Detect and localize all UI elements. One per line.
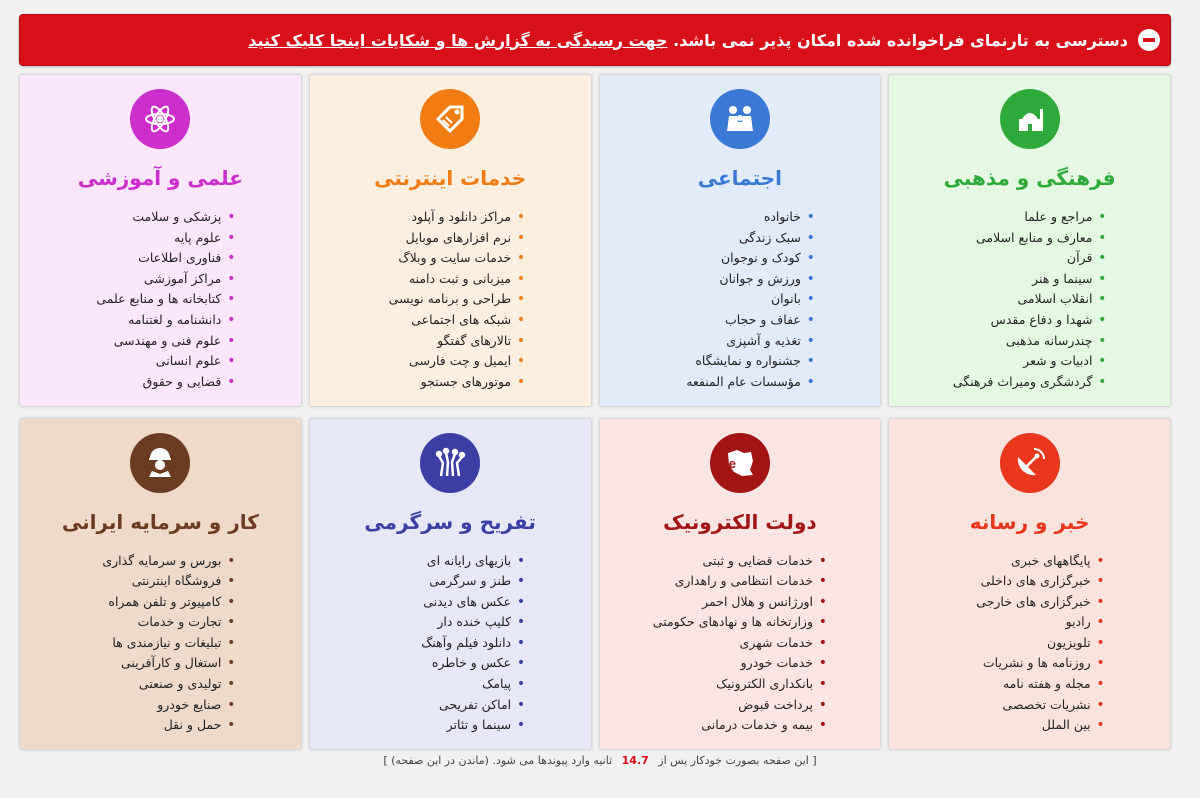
category-link[interactable]: • سبک زندگی [665,228,815,249]
category-link[interactable]: • روزنامه ها و نشریات [955,653,1105,674]
category-link[interactable]: • خبرگزاری های داخلی [955,571,1105,592]
category-link[interactable]: • کامپیوتر و تلفن همراه [85,592,235,613]
category-link[interactable]: • قضایی و حقوق [85,372,235,393]
category-link[interactable]: • صنایع خودرو [85,695,235,716]
category-link[interactable]: • نرم افزارهای موبایل [375,228,525,249]
category-link[interactable]: • اماکن تفریحی [375,695,525,716]
category-link-list [653,551,827,736]
banner-text: دسترسی به تارنمای فراخوانده شده امکان پذیر نمی باشد. [673,30,1128,50]
category-link-list [375,207,525,392]
category-title[interactable]: دولت الکترونیک [663,509,817,534]
category-grid [19,74,1171,750]
category-link[interactable]: • مؤسسات عام المنفعه [665,372,815,393]
category-link[interactable]: • نشریات تخصصی [955,695,1105,716]
banner-message [248,31,1128,50]
category-link[interactable]: • کتابخانه ها و منابع علمی [85,289,235,310]
category-link[interactable]: • تبلیغات و نیازمندی ها [85,633,235,654]
tag-icon[interactable] [420,89,480,149]
category-link[interactable]: • عکس های دیدنی [375,592,525,613]
category-link[interactable]: • اورژانس و هلال احمر [653,592,827,613]
category-link-list [85,551,235,736]
category-link[interactable]: • علوم انسانی [85,351,235,372]
category-link[interactable]: • فروشگاه اینترنتی [85,571,235,592]
category-link[interactable]: • پرداخت قبوض [653,695,827,716]
category-link[interactable]: • انقلاب اسلامی [953,289,1107,310]
category-card [309,74,592,407]
iran-map-icon[interactable] [710,433,770,493]
category-link[interactable]: • خدمات خودرو [653,653,827,674]
category-link[interactable]: • شهدا و دفاع مقدس [953,310,1107,331]
category-link[interactable]: • گردشگری ومیراث فرهنگی [953,372,1107,393]
svg-text:e: e [728,455,736,471]
category-link[interactable]: • خبرگزاری های خارجی [955,592,1105,613]
category-link[interactable]: • مراکز دانلود و آپلود [375,207,525,228]
category-link[interactable]: • تالارهای گفتگو [375,331,525,352]
category-link[interactable]: • طراحی و برنامه نویسی [375,289,525,310]
category-card [19,74,302,407]
category-card [599,74,882,407]
atom-icon[interactable] [130,89,190,149]
category-link[interactable]: • حمل و نقل [85,715,235,736]
category-link[interactable]: • پیامک [375,674,525,695]
mosque-icon[interactable] [1000,89,1060,149]
category-link[interactable]: • سینما و هنر [953,269,1107,290]
category-card [888,74,1171,407]
category-link[interactable]: • کلیپ خنده دار [375,612,525,633]
category-link[interactable]: • بانکداری الکترونیک [653,674,827,695]
celebration-icon[interactable] [420,433,480,493]
category-link[interactable]: • تولیدی و صنعتی [85,674,235,695]
worker-icon[interactable] [130,433,190,493]
category-link-list [953,207,1107,392]
category-title[interactable]: اجتماعی [697,166,782,190]
category-link[interactable]: • بین الملل [955,715,1105,736]
countdown-value: 14.7 [621,754,649,767]
category-title[interactable]: تفریح و سرگرمی [364,509,536,534]
category-link[interactable]: • ورزش و جوانان [665,269,815,290]
category-title[interactable]: فرهنگی و مذهبی [943,166,1116,190]
category-link[interactable]: • طنز و سرگرمی [375,571,525,592]
category-link[interactable]: • ادبیات و شعر [953,351,1107,372]
category-link[interactable]: • معارف و منابع اسلامی [953,228,1107,249]
category-link[interactable]: • تلویزیون [955,633,1105,654]
category-link[interactable]: • مراکز آموزشی [85,269,235,290]
category-link[interactable]: • تغذیه و آشپزی [665,331,815,352]
category-link[interactable]: • قرآن [953,248,1107,269]
category-link[interactable]: • پزشکی و سلامت [85,207,235,228]
category-link-list [85,207,235,392]
category-card [599,418,882,751]
satellite-dish-icon[interactable] [1000,433,1060,493]
category-link[interactable]: • پایگاههای خبری [955,551,1105,572]
category-link[interactable]: • ایمیل و چت فارسی [375,351,525,372]
category-title[interactable]: خدمات اینترنتی [374,166,527,190]
category-link[interactable]: • علوم فنی و مهندسی [85,331,235,352]
redirect-text-after[interactable]: ثانیه وارد پیوندها می شود. (ماندن در این صفحه) ] [383,754,613,767]
category-card [888,418,1171,751]
category-link[interactable]: • سینما و تئاتر [375,715,525,736]
category-link[interactable]: • عفاف و حجاب [665,310,815,331]
category-link[interactable]: • بورس و سرمایه گذاری [85,551,235,572]
category-link[interactable]: • وزارتخانه ها و نهادهای حکومتی [653,612,827,633]
category-link[interactable]: • شبکه های اجتماعی [375,310,525,331]
category-link[interactable]: • مجله و هفته نامه [955,674,1105,695]
category-card [19,418,302,751]
redirect-notice [0,754,1200,767]
category-link[interactable]: • کودک و نوجوان [665,248,815,269]
category-link[interactable]: • جشنواره و نمایشگاه [665,351,815,372]
category-link[interactable]: • بازیهای رایانه ای [375,551,525,572]
category-card [309,418,592,751]
category-link[interactable]: • بانوان [665,289,815,310]
minus-circle-icon [1138,29,1160,51]
category-link-list [955,551,1105,736]
category-link[interactable]: • بیمه و خدمات درمانی [653,715,827,736]
category-link[interactable]: • خدمات شهری [653,633,827,654]
report-complaint-link[interactable]: جهت رسیدگی به گزارش ها و شکایات اینجا کلیک کنید [248,30,668,50]
category-link[interactable]: • میزبانی و ثبت دامنه [375,269,525,290]
category-link-list [665,207,815,392]
category-link-list [375,551,525,736]
category-link[interactable]: • رادیو [955,612,1105,633]
category-link[interactable]: • علوم پایه [85,228,235,249]
family-icon[interactable] [710,89,770,149]
category-title[interactable]: علمی و آموزشی [77,166,243,190]
category-title[interactable]: کار و سرمایه ایرانی [61,509,259,534]
category-link[interactable]: • دانشنامه و لغتنامه [85,310,235,331]
category-link[interactable]: • تجارت و خدمات [85,612,235,633]
category-link[interactable]: • مراجع و علما [953,207,1107,228]
category-link[interactable]: • فناوری اطلاعات [85,248,235,269]
category-link[interactable]: • خدمات قضایی و ثبتی [653,551,827,572]
category-link[interactable]: • استغال و کارآفرینی [85,653,235,674]
category-link[interactable]: • خدمات انتظامی و راهداری [653,571,827,592]
error-banner [19,14,1171,66]
category-link[interactable]: • دانلود فیلم وآهنگ [375,633,525,654]
category-link[interactable]: • خانواده [665,207,815,228]
category-link[interactable]: • چندرسانه مذهبی [953,331,1107,352]
redirect-text-before: [ این صفحه بصورت خودکار پس از [658,754,817,767]
category-title[interactable]: خبر و رسانه [969,509,1090,534]
category-link[interactable]: • خدمات سایت و وبلاگ [375,248,525,269]
category-link[interactable]: • عکس و خاطره [375,653,525,674]
category-link[interactable]: • موتورهای جستجو [375,372,525,393]
